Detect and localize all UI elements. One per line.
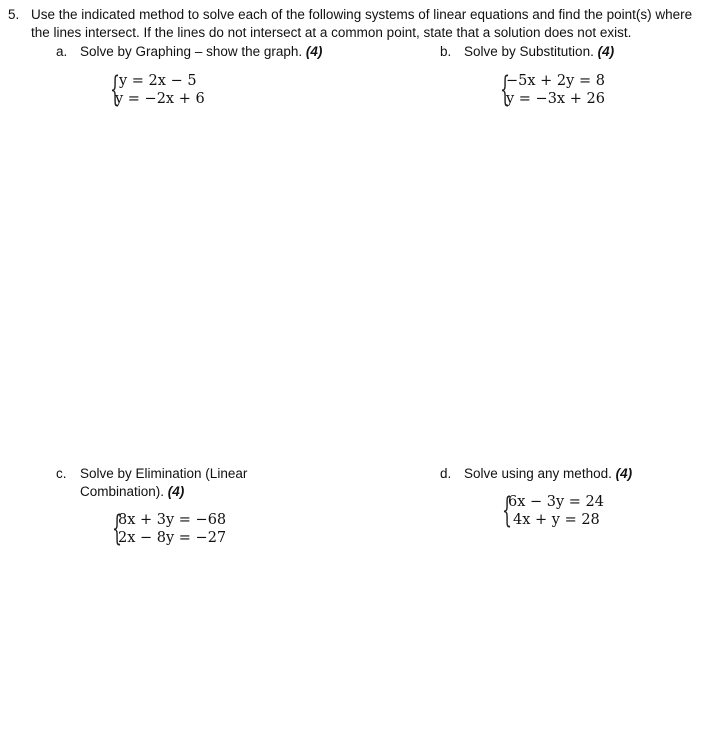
part-a-equation-1: y = 2x − 5 bbox=[119, 73, 197, 89]
part-d-brace: { bbox=[502, 491, 513, 531]
part-c-instruction-line-2 bbox=[80, 484, 184, 499]
part-b-brace: { bbox=[500, 70, 511, 110]
question-text-line-1: Use the indicated method to solve each of the following systems of linear equations and find the point(s) where bbox=[31, 7, 693, 22]
part-d-equation-1: 6x − 3y = 24 bbox=[508, 494, 605, 510]
part-c-label-line-2: Combination). bbox=[80, 484, 168, 499]
part-b-equation-1: −5x + 2y = 8 bbox=[506, 73, 605, 89]
part-c-label-line-1: Solve by Elimination (Linear bbox=[80, 466, 248, 481]
part-a-equation-2: y = −2x + 6 bbox=[115, 91, 205, 107]
part-c-points: (4) bbox=[167, 484, 185, 499]
part-c-equation-2: 2x − 8y = −27 bbox=[118, 530, 227, 546]
part-b-letter: b. bbox=[440, 44, 452, 59]
part-a-instruction bbox=[80, 44, 322, 59]
part-b-instruction bbox=[464, 44, 614, 59]
part-a-label: Solve by Graphing – show the graph. bbox=[80, 44, 306, 59]
part-a-brace: { bbox=[110, 70, 121, 110]
part-b-label: Solve by Substitution. bbox=[464, 44, 598, 59]
question-number: 5. bbox=[8, 7, 20, 22]
part-a-letter: a. bbox=[56, 44, 68, 59]
part-c-letter: c. bbox=[56, 466, 67, 481]
question-text-line-2: the lines intersect. If the lines do not intersect at a common point, state that a solution does not exist. bbox=[31, 25, 632, 40]
part-c-brace: { bbox=[112, 509, 123, 549]
part-d-equation-2: 4x + y = 28 bbox=[513, 512, 600, 528]
part-d-label: Solve using any method. bbox=[464, 466, 616, 481]
part-d-letter: d. bbox=[440, 466, 452, 481]
part-c-equation-1: 8x + 3y = −68 bbox=[118, 512, 227, 528]
part-a-points: (4) bbox=[305, 44, 323, 59]
part-d-instruction bbox=[464, 466, 632, 481]
part-d-points: (4) bbox=[615, 466, 633, 481]
part-b-equation-2: y = −3x + 26 bbox=[506, 91, 605, 107]
part-b-points: (4) bbox=[597, 44, 615, 59]
